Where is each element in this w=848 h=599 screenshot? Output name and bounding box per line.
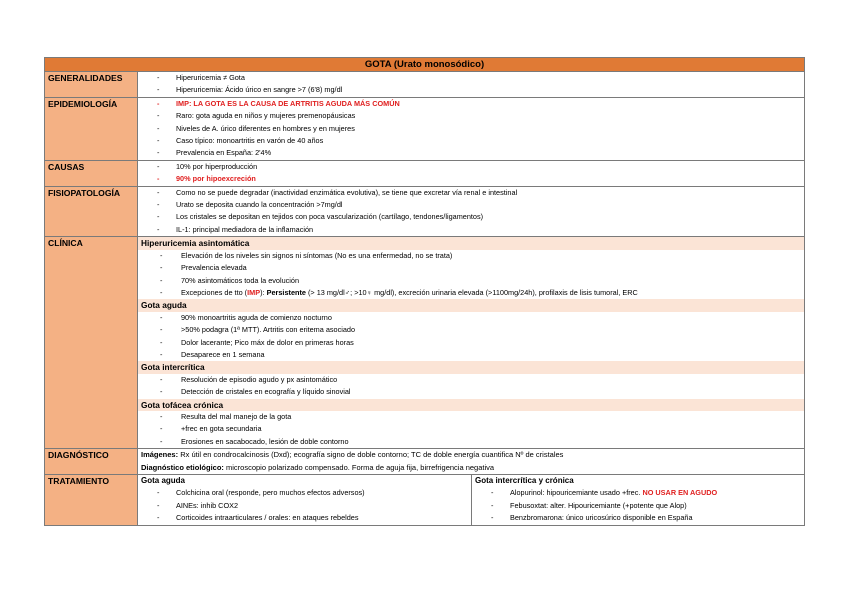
list-item: - 10% por hiperproducción	[138, 161, 804, 173]
diagnostic-imaging: Imágenes: Rx útil en condrocalcinosis (Dxd); ecografía signo de doble contorno; TC de doble energía cuantifica Nº de cristales	[141, 450, 564, 460]
row-tratamiento	[45, 475, 805, 526]
label-epidemiologia: EPIDEMIOLOGÍA	[45, 97, 138, 160]
subheading-hiperuricemia: Hiperuricemia asintomática	[138, 237, 804, 249]
list-item: - 90% monoartritis aguda de comienzo nocturno	[138, 312, 804, 324]
list-item: - Desaparece en 1 semana	[138, 349, 804, 361]
list-item: - Dolor lacerante; Pico máx de dolor en primeras horas	[138, 337, 804, 349]
label-fisiopatologia: FISIOPATOLOGÍA	[45, 186, 138, 237]
list-item: - Benzbromarona: único uricosúrico disponible en España	[472, 512, 804, 524]
list-item: - Febusoxtat: alter. Hipouricemiante (+potente que Alop)	[472, 500, 804, 512]
subheading-gota-tofacea: Gota tofácea crónica	[138, 399, 804, 411]
treatment-acute	[138, 475, 472, 525]
list-item: - AINEs: inhib COX2	[138, 500, 471, 512]
subheading-gota-aguda: Gota aguda	[138, 299, 804, 311]
row-generalidades	[45, 72, 805, 98]
list-item: - Detección de cristales en ecografía y líquido sinovial	[138, 386, 804, 398]
list-item-exceptions: - Excepciones de tto (IMP): Persistente (> 13 mg/dl♂; >10♀ mg/dl), excreción urinaria elevada (>1100mg/24h), profilaxis de lisis tumoral, ERC	[138, 287, 804, 299]
list-item-alopurinol: - Alopurinol: hipouricemiante usado +frec. NO USAR EN AGUDO	[472, 487, 804, 499]
list-item: - Caso típico: monoartritis en varón de 40 años	[138, 135, 804, 147]
list-item-highlight: - 90% por hipoexcreción	[138, 173, 804, 185]
important-note: - IMP: LA GOTA ES LA CAUSA DE ARTRITIS AGUDA MÁS COMÚN	[138, 98, 804, 110]
list-item: - Como no se puede degradar (inactividad enzimática evolutiva), se tiene que excretar vía renal e intestinal	[138, 187, 804, 199]
list-item: - Corticoides intraarticulares / orales: en ataques rebeldes	[138, 512, 471, 524]
list-item: - Niveles de A. úrico diferentes en hombres y en mujeres	[138, 123, 804, 135]
list-item: - Los cristales se depositan en tejidos con poca vascularización (cartílago, tendones/ligamentos)	[138, 211, 804, 223]
row-clinica	[45, 237, 805, 449]
row-causas	[45, 160, 805, 186]
list-item: - Hiperuricemia ≠ Gota	[138, 72, 804, 84]
list-item: - Raro: gota aguda en niños y mujeres premenopáusicas	[138, 110, 804, 122]
gout-summary-table	[44, 57, 805, 526]
list-item: - Colchicina oral (responde, pero muchos efectos adversos)	[138, 487, 471, 499]
treatment-chronic-title: Gota intercrítica y crónica	[475, 476, 574, 485]
list-item: - Elevación de los niveles sin signos ni síntomas (No es una enfermedad, no se trata)	[138, 250, 804, 262]
treatment-acute-title: Gota aguda	[141, 476, 186, 485]
list-item: - Erosiones en sacabocado, lesión de doble contorno	[138, 436, 804, 448]
label-generalidades: GENERALIDADES	[45, 72, 138, 98]
row-epidemiologia	[45, 97, 805, 160]
list-item: - Hiperuricemia: Ácido úrico en sangre >7 (6'8) mg/dl	[138, 84, 804, 96]
label-diagnostico: DIAGNÓSTICO	[45, 449, 138, 475]
label-causas: CAUSAS	[45, 160, 138, 186]
list-item: - Prevalencia elevada	[138, 262, 804, 274]
list-item: - Resulta del mal manejo de la gota	[138, 411, 804, 423]
list-item: - +frec en gota secundaria	[138, 423, 804, 435]
list-item: - Prevalencia en España: 2'4%	[138, 147, 804, 159]
list-item: - >50% podagra (1ª MTT). Artritis con eritema asociado	[138, 324, 804, 336]
diagnostic-etiologic: Diagnóstico etiológico: microscopio polarizado compensado. Forma de aguja fija, birrefrigencia negativa	[141, 462, 495, 472]
list-item: - Resolución de episodio agudo y px asintomático	[138, 374, 804, 386]
subheading-gota-intercritica: Gota intercrítica	[138, 361, 804, 373]
list-item: - Urato se deposita cuando la concentración >7mg/dl	[138, 199, 804, 211]
row-fisiopatologia	[45, 186, 805, 237]
label-clinica: CLÍNICA	[45, 237, 138, 449]
list-item: - 70% asintomáticos toda la evolución	[138, 275, 804, 287]
row-diagnostico	[45, 449, 805, 475]
table-title: GOTA (Urato monosódico)	[45, 58, 805, 72]
treatment-chronic	[472, 475, 804, 525]
list-item: - IL-1: principal mediadora de la inflamación	[138, 224, 804, 236]
label-tratamiento: TRATAMIENTO	[45, 475, 138, 526]
